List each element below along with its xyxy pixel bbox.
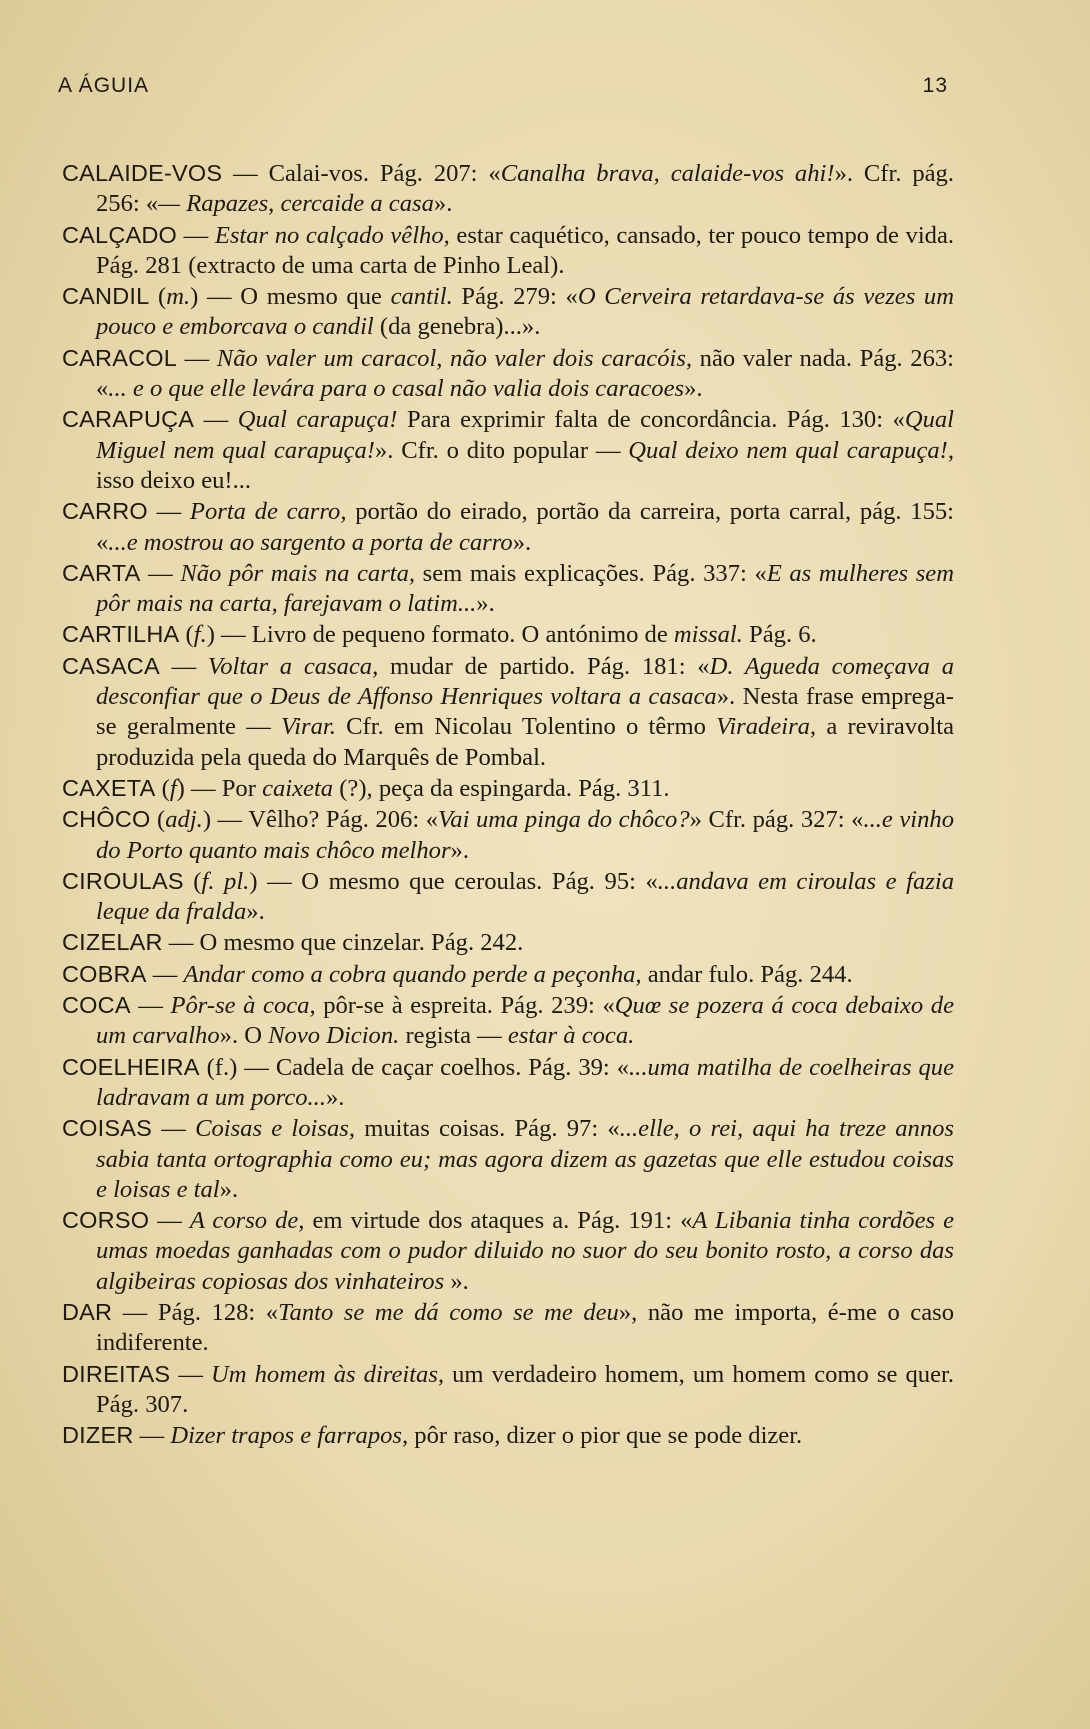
entry-headword: CARACOL xyxy=(62,344,178,371)
entry-italic-text: ...e vinho do Porto quanto mais chôco melhor xyxy=(96,806,954,864)
glossary-entries xyxy=(62,158,954,1451)
glossary-entry xyxy=(62,773,954,804)
glossary-entry xyxy=(62,927,954,958)
entry-text: a reviravolta produzida pela queda do Marquês de Pombal. xyxy=(96,713,954,771)
entry-headword: CIZELAR xyxy=(62,929,163,956)
glossary-entry xyxy=(62,1052,954,1114)
entry-text: ) — Por xyxy=(176,774,263,802)
entry-italic-text: Pôr-se à coca, xyxy=(170,992,316,1020)
entry-text: — xyxy=(170,1360,211,1388)
entry-headword: CARTILHA xyxy=(62,621,180,648)
entry-text: » Cfr. pág. 327: « xyxy=(689,806,864,834)
entry-text: ». xyxy=(476,590,495,618)
entry-text: — xyxy=(146,960,184,988)
entry-text: pôr-se à espreita. Pág. 239: « xyxy=(315,992,615,1020)
entry-text: ) — Vêlho? Pág. 206: « xyxy=(202,806,439,834)
entry-headword: COELHEIRA xyxy=(62,1053,200,1080)
entry-italic-text: Porta de carro, xyxy=(189,498,347,526)
entry-text: — xyxy=(177,221,215,249)
entry-text: ». xyxy=(444,1267,469,1295)
entry-italic-text: estar à coca. xyxy=(507,1022,635,1050)
running-header xyxy=(58,74,948,98)
entry-italic-text: Não pôr mais na carta, xyxy=(180,559,416,587)
entry-headword: DIREITAS xyxy=(62,1360,171,1387)
glossary-entry xyxy=(62,404,954,496)
entry-text: pôr raso, dizer o pior que se pode dizer. xyxy=(408,1422,803,1450)
entry-italic-text: Estar no calçado vêlho, xyxy=(214,221,450,249)
entry-headword: CARRO xyxy=(62,498,148,525)
entry-headword: CORSO xyxy=(62,1207,150,1234)
entry-text: — xyxy=(194,406,238,434)
entry-headword: COBRA xyxy=(62,960,147,987)
glossary-entry xyxy=(62,1205,954,1297)
entry-headword: CARAPUÇA xyxy=(62,406,195,433)
entry-text: ». xyxy=(684,375,703,403)
entry-text: — Pág. 128: « xyxy=(112,1298,279,1326)
entry-italic-text: E as mulheres sem pôr mais na carta, farejavam o latim... xyxy=(96,559,954,618)
entry-italic-text: ...elle, o rei, aqui ha treze annos sabia tanta ortographia como eu; mas agora dizem as gazetas que elle estudou coisas e loisas e tal xyxy=(96,1115,954,1203)
entry-italic-text: Novo Dicion. xyxy=(268,1022,400,1050)
journal-title: A ÁGUIA xyxy=(58,74,150,97)
entry-text: — O mesmo que cinzelar. Pág. 242. xyxy=(162,929,524,957)
entry-italic-text: O Cerveira retardava-se ás vezes um pouco e emborcava o candil xyxy=(96,283,954,341)
glossary-entry xyxy=(62,866,954,928)
entry-italic-text: A Libania tinha cordões e umas moedas ganhadas com o pudor diluido no suor do seu bonito rosto, a corso das algibeiras copiosas dos vinhateiros xyxy=(96,1207,954,1295)
entry-italic-text: Viradeira, xyxy=(716,713,817,741)
entry-headword: CAXETA xyxy=(62,774,156,801)
entry-text: ( xyxy=(155,774,170,802)
entry-text: em virtude dos ataques a. Pág. 191: « xyxy=(304,1207,693,1235)
entry-text: ». xyxy=(512,528,532,556)
glossary-entry xyxy=(62,1420,954,1451)
entry-text: ) — Livro de pequeno formato. O antónimo de xyxy=(206,621,674,649)
entry-italic-text: ...uma matilha de coelheiras que ladravam a um porco... xyxy=(96,1053,954,1111)
glossary-entry xyxy=(62,558,954,620)
entry-italic-text: ... e o que elle levára para o casal não valia dois caracoes xyxy=(108,375,685,403)
entry-text: isso deixo eu!... xyxy=(96,466,252,494)
entry-italic-text: missal. xyxy=(673,621,743,649)
entry-italic-text: A corso de, xyxy=(189,1207,305,1235)
entry-text: portão do eirado, portão da carreira, porta carral, pág. 155: « xyxy=(96,498,954,556)
entry-text: ) — O mesmo que ceroulas. Pág. 95: « xyxy=(249,867,658,895)
entry-text: — xyxy=(152,1115,196,1143)
entry-italic-text: f. xyxy=(193,621,207,649)
entry-text: Pág. 6. xyxy=(742,621,817,649)
entry-text: ». xyxy=(219,1175,239,1203)
entry-text: ». xyxy=(325,1083,345,1111)
entry-italic-text: Não valer um caracol, não valer dois caracóis, xyxy=(216,344,693,372)
entry-text: sem mais explicações. Pág. 337: « xyxy=(415,559,767,587)
entry-text: — xyxy=(133,1422,171,1450)
entry-text: ». xyxy=(450,836,469,864)
glossary-entry xyxy=(62,343,954,405)
glossary-entry xyxy=(62,1113,954,1205)
entry-italic-text: f xyxy=(169,774,177,802)
entry-headword: COISAS xyxy=(62,1115,153,1142)
entry-text: ». xyxy=(433,190,453,218)
glossary-entry xyxy=(62,804,954,866)
glossary-entry xyxy=(62,959,954,990)
entry-italic-text: adj. xyxy=(165,806,203,834)
entry-headword: CALÇADO xyxy=(62,221,178,248)
entry-text: andar fulo. Pág. 244. xyxy=(641,960,853,988)
entry-text: não valer nada. Pág. 263: « xyxy=(96,344,955,403)
entry-text: regista — xyxy=(399,1022,508,1050)
glossary-entry xyxy=(62,619,954,650)
glossary-entry xyxy=(62,1359,954,1421)
entry-text: », não me importa, é-me o caso indiferente. xyxy=(96,1298,954,1357)
entry-italic-text: Voltar a casaca, xyxy=(207,652,379,680)
entry-text: (da genebra)...». xyxy=(373,313,541,341)
entry-text: Para exprimir falta de concordância. Pág. 130: « xyxy=(397,406,905,434)
glossary-entry xyxy=(62,1297,954,1359)
entry-text: ( xyxy=(183,867,202,895)
glossary-entry xyxy=(62,496,954,558)
entry-text: ». O xyxy=(219,1022,269,1050)
glossary-entry xyxy=(62,158,954,220)
entry-italic-text: Canalha brava, calaide-vos ahi! xyxy=(500,160,835,187)
entry-text: muitas coisas. Pág. 97: « xyxy=(354,1115,620,1143)
entry-italic-text: ...andava em ciroulas e fazia leque da fralda xyxy=(96,867,954,926)
entry-italic-text: Qual carapuça! xyxy=(237,406,398,434)
entry-italic-text: ...e mostrou ao sargento a porta de carro xyxy=(108,528,513,556)
glossary-entry xyxy=(62,651,954,773)
entry-text: — xyxy=(149,1207,190,1235)
entry-headword: CARTA xyxy=(62,559,141,586)
entry-headword: CANDIL xyxy=(62,283,150,310)
entry-text: — xyxy=(140,559,181,587)
entry-text: mudar de partido. Pág. 181: « xyxy=(378,652,710,680)
entry-italic-text: Dizer trapos e farrapos, xyxy=(170,1422,409,1450)
entry-text: — xyxy=(159,652,208,680)
entry-text: Cfr. em Nicolau Tolentino o têrmo xyxy=(335,713,717,741)
glossary-entry xyxy=(62,990,954,1052)
entry-text: Pág. 279: « xyxy=(452,283,578,311)
entry-italic-text: cantil. xyxy=(390,283,453,311)
entry-headword: DAR xyxy=(62,1298,113,1325)
entry-text: (?), peça da espingarda. Pág. 311. xyxy=(333,774,670,802)
entry-text: ». Cfr. o dito popular — xyxy=(374,436,629,464)
entry-italic-text: Um homem às direitas, xyxy=(211,1360,445,1388)
entry-italic-text: D. Agueda começava a desconfiar que o Deus de Affonso Henriques voltara a casaca xyxy=(96,652,955,711)
entry-headword: CASACA xyxy=(62,652,160,679)
entry-italic-text: Qual Miguel nem qual carapuça! xyxy=(96,406,954,464)
entry-text: — xyxy=(177,344,217,372)
entry-text: estar caquético, cansado, ter pouco tempo de vida. Pág. 281 (extracto de uma carta de Pinho Leal). xyxy=(96,221,955,279)
entry-headword: CHÔCO xyxy=(62,806,151,833)
page-number: 13 xyxy=(922,74,948,97)
entry-italic-text: Tanto se me dá como se me deu xyxy=(278,1298,619,1326)
entry-italic-text: Coisas e loisas, xyxy=(195,1115,355,1143)
entry-italic-text: m. xyxy=(166,283,191,311)
entry-text: ) — O mesmo que xyxy=(190,283,391,311)
entry-headword: DIZER xyxy=(62,1422,134,1449)
entry-headword: CIROULAS xyxy=(62,867,184,894)
entry-italic-text: Vai uma pinga do chôco? xyxy=(438,806,690,834)
entry-text: — xyxy=(147,498,190,526)
entry-text: ( xyxy=(150,806,166,834)
entry-headword: CALAIDE-VOS xyxy=(62,160,223,186)
entry-italic-text: Qual deixo nem qual carapuça!, xyxy=(628,436,954,464)
entry-text: — Calai-vos. Pág. 207: « xyxy=(222,160,501,187)
entry-text: (f.) — Cadela de caçar coelhos. Pág. 39: « xyxy=(199,1053,630,1081)
entry-text: — xyxy=(130,992,171,1020)
entry-text: ». Nesta frase emprega-se geralmente — xyxy=(96,683,954,741)
entry-italic-text: Virar. xyxy=(281,713,336,741)
entry-text: um verdadeiro homem, um homem como se quer. Pág. 307. xyxy=(96,1360,954,1418)
glossary-entry xyxy=(62,281,954,343)
entry-text: ». Cfr. pág. 256: « xyxy=(96,160,955,218)
entry-italic-text: caixeta xyxy=(262,774,334,802)
entry-text: ( xyxy=(149,283,167,311)
entry-italic-text: f. pl. xyxy=(201,867,250,895)
entry-headword: COCA xyxy=(62,992,131,1019)
entry-italic-text: Quœ se pozera á coca debaixo de um carvalho xyxy=(96,992,954,1050)
entry-italic-text: Andar como a cobra quando perde a peçonha, xyxy=(183,960,642,988)
entry-text: ( xyxy=(179,621,194,649)
entry-italic-text: — Rapazes, cercaide a casa xyxy=(158,190,434,218)
entry-text: ». xyxy=(246,898,265,926)
glossary-entry xyxy=(62,220,954,282)
